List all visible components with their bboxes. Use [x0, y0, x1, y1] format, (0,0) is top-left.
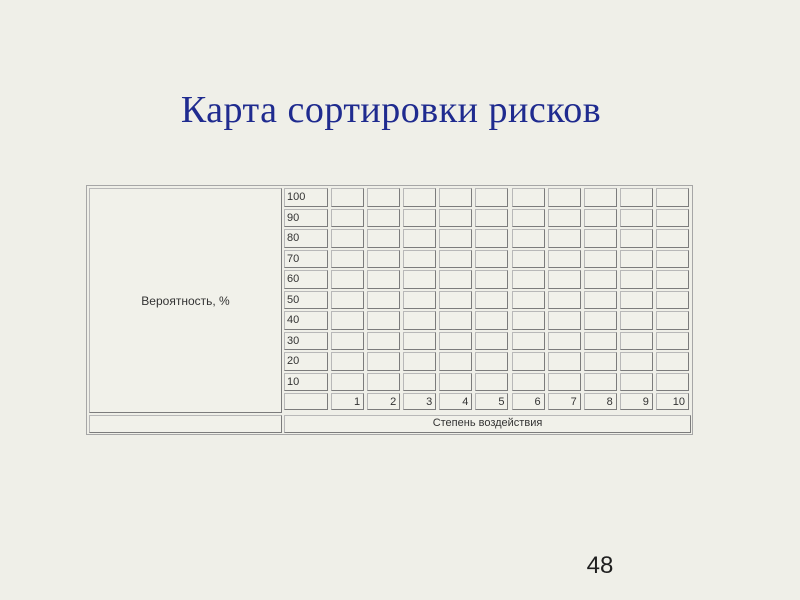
impact-axis-label: Степень воздействия [284, 415, 691, 433]
risk-grid-cell [512, 352, 545, 371]
probability-level-label: 20 [284, 352, 328, 371]
risk-grid-cell [331, 352, 364, 371]
risk-grid-cell [548, 229, 581, 248]
risk-grid-cell [512, 229, 545, 248]
impact-level-label: 2 [367, 393, 400, 410]
risk-grid-cell [439, 373, 472, 392]
risk-grid-cell [475, 332, 508, 351]
risk-grid-cell [439, 188, 472, 207]
risk-grid-cell [656, 291, 689, 310]
risk-grid-cell [620, 209, 653, 228]
page-number: 48 [586, 552, 614, 579]
impact-level-label: 6 [512, 393, 545, 410]
risk-grid-cell [620, 373, 653, 392]
risk-grid-cell [620, 291, 653, 310]
risk-grid-cell [512, 373, 545, 392]
impact-level-label: 4 [439, 393, 472, 410]
risk-grid-cell [403, 229, 436, 248]
impact-level-label: 10 [656, 393, 689, 410]
risk-grid-cell [548, 270, 581, 289]
risk-grid-cell [584, 291, 617, 310]
impact-level-label: 5 [475, 393, 508, 410]
risk-grid-cell [584, 250, 617, 269]
risk-grid-cell [475, 373, 508, 392]
risk-grid-cell [331, 229, 364, 248]
risk-grid-cell [475, 229, 508, 248]
risk-grid-cell [439, 250, 472, 269]
probability-axis-label: Вероятность, % [89, 188, 282, 413]
risk-grid-cell [620, 229, 653, 248]
risk-grid-cell [367, 291, 400, 310]
risk-map-table [86, 185, 693, 435]
risk-grid-cell [548, 332, 581, 351]
risk-grid-cell [548, 250, 581, 269]
risk-grid-cell [620, 188, 653, 207]
probability-level-label: 50 [284, 291, 328, 310]
risk-grid-cell [403, 250, 436, 269]
risk-grid-cell [656, 229, 689, 248]
risk-grid-cell [439, 291, 472, 310]
impact-level-label: 9 [620, 393, 653, 410]
risk-grid-cell [367, 332, 400, 351]
risk-grid-cell [584, 209, 617, 228]
risk-grid-cell [548, 188, 581, 207]
risk-grid-cell [331, 291, 364, 310]
risk-grid-cell [584, 188, 617, 207]
impact-axis-blank-cell [89, 415, 282, 433]
risk-grid-cell [475, 311, 508, 330]
risk-grid-cell [584, 352, 617, 371]
risk-grid-cell [620, 270, 653, 289]
risk-grid-cell [367, 250, 400, 269]
risk-grid-cell [512, 250, 545, 269]
risk-grid-cell [439, 209, 472, 228]
risk-grid-cell [656, 373, 689, 392]
risk-grid-cell [512, 311, 545, 330]
risk-grid-cell [403, 209, 436, 228]
risk-grid-cell [548, 209, 581, 228]
risk-grid-cell [475, 270, 508, 289]
risk-grid-cell [439, 270, 472, 289]
risk-grid-cell [403, 291, 436, 310]
risk-grid-cell [331, 270, 364, 289]
risk-grid-cell [475, 352, 508, 371]
risk-grid-cell [331, 332, 364, 351]
risk-grid-cell [439, 311, 472, 330]
probability-level-label: 70 [284, 250, 328, 269]
risk-grid-cell [656, 311, 689, 330]
risk-grid-cell [584, 332, 617, 351]
probability-level-label: 40 [284, 311, 328, 330]
probability-level-label: 90 [284, 209, 328, 228]
risk-grid-cell [475, 188, 508, 207]
risk-grid-cell [620, 311, 653, 330]
risk-grid-cell [656, 332, 689, 351]
risk-grid-cell [475, 291, 508, 310]
risk-grid-cell [584, 229, 617, 248]
risk-grid-cell [475, 250, 508, 269]
risk-grid-cell [656, 270, 689, 289]
risk-grid-cell [620, 332, 653, 351]
impact-level-label: 3 [403, 393, 436, 410]
risk-grid-cell [367, 311, 400, 330]
risk-grid-cell [331, 373, 364, 392]
probability-level-label: 80 [284, 229, 328, 248]
risk-grid-cell [584, 373, 617, 392]
risk-grid-cell [548, 373, 581, 392]
risk-grid-cell [403, 270, 436, 289]
risk-grid-cell [331, 209, 364, 228]
risk-grid-cell [367, 373, 400, 392]
risk-grid-cell [367, 209, 400, 228]
probability-level-label: 60 [284, 270, 328, 289]
risk-grid-cell [584, 270, 617, 289]
probability-level-label: 10 [284, 373, 328, 392]
impact-level-label: 1 [331, 393, 364, 410]
risk-grid-cell [656, 352, 689, 371]
risk-grid-cell [512, 332, 545, 351]
risk-grid-cell [439, 352, 472, 371]
risk-grid-cell [656, 188, 689, 207]
impact-level-label: 8 [584, 393, 617, 410]
risk-grid-cell [548, 352, 581, 371]
risk-grid-cell [512, 270, 545, 289]
risk-grid-cell [439, 229, 472, 248]
risk-grid-cell [403, 332, 436, 351]
risk-grid-cell [367, 229, 400, 248]
risk-grid-cell [548, 311, 581, 330]
risk-grid-cell [331, 311, 364, 330]
risk-grid-cell [403, 188, 436, 207]
risk-grid-cell [620, 352, 653, 371]
probability-level-label: 100 [284, 188, 328, 207]
risk-grid-cell [584, 311, 617, 330]
risk-grid-cell [331, 250, 364, 269]
risk-grid-cell [548, 291, 581, 310]
impact-level-label: 7 [548, 393, 581, 410]
risk-grid-cell [367, 188, 400, 207]
probability-level-label: 30 [284, 332, 328, 351]
risk-grid-cell [367, 352, 400, 371]
risk-grid-cell [403, 311, 436, 330]
risk-grid-cell [403, 373, 436, 392]
risk-grid-cell [656, 209, 689, 228]
risk-grid-cell [512, 188, 545, 207]
risk-grid-cell [620, 250, 653, 269]
risk-grid-cell [475, 209, 508, 228]
risk-grid-cell [656, 250, 689, 269]
impact-row-blank-cell [284, 393, 328, 410]
risk-grid-cell [331, 188, 364, 207]
risk-grid-cell [367, 270, 400, 289]
slide-title: Карта сортировки рисков [180, 89, 602, 131]
risk-grid-cell [403, 352, 436, 371]
risk-grid-cell [439, 332, 472, 351]
risk-grid-cell [512, 209, 545, 228]
risk-grid-cell [512, 291, 545, 310]
